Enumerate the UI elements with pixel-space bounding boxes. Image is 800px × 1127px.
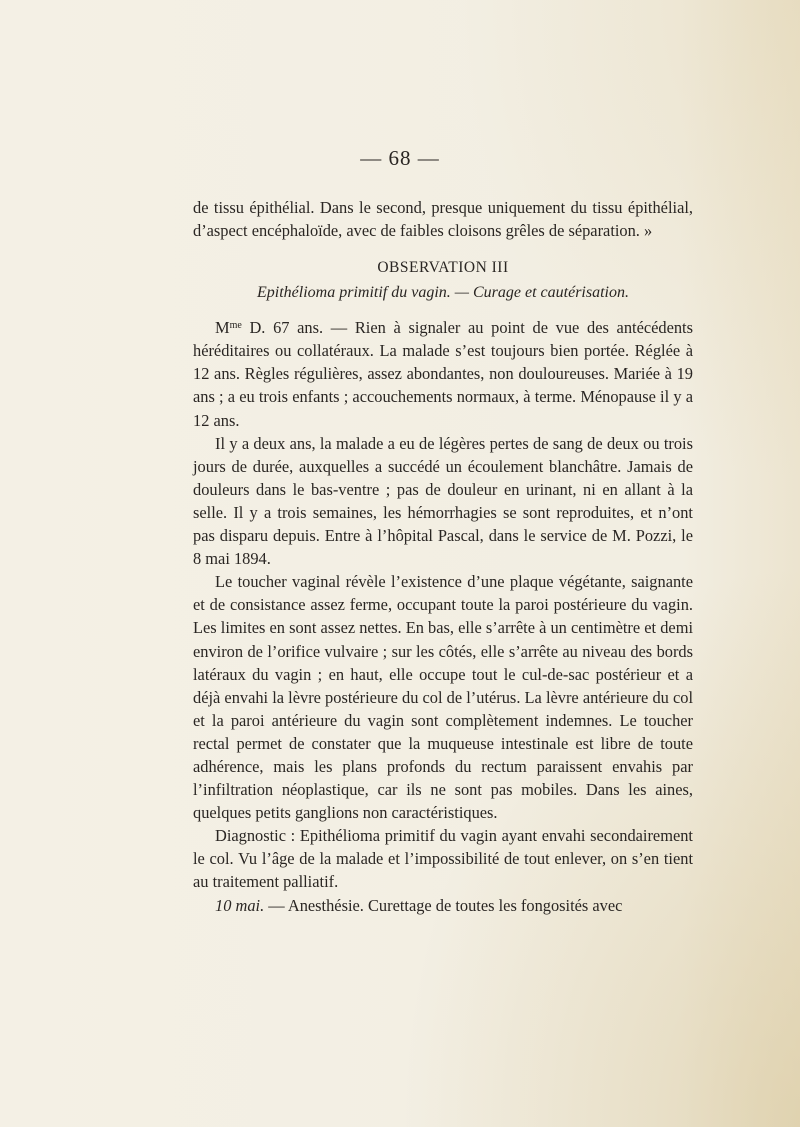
page-number: — 68 — [360, 146, 440, 170]
diagnosis-paragraph: Diagnostic : Epithélioma primitif du vagin ayant envahi secondairement le col. Vu l’âge de la malade et l’impossibilité de tout enlever, on s’en tient au traitement palliatif. [193, 826, 693, 892]
patient-title-prefix: M [215, 318, 230, 338]
treatment-date: 10 mai. [215, 895, 265, 915]
patient-title-sup: me [229, 320, 242, 332]
history-paragraph: Il y a deux ans, la malade a eu de légères pertes de sang de deux ou trois jours de durée, auxquelles a succédé un écoulement blanchâtre. Jamais de douleurs dans le bas-ventre ; pas de douleur en urinant, ni en allant à la selle. Il y a trois semaines, les hémorrhagies se sont reproduites, et n’ont pas disparu depuis. Entre à l’hôpital Pascal, dans le service de M. Pozzi, le 8 mai 1894. [193, 433, 693, 569]
patient-text: D. 67 ans. — Rien à signaler au point de vue des antécédents héréditaires ou collatéraux. La malade s’est toujours bien portée. Réglée à 12 ans. Règles régulières, assez abondantes, non douloureuses. Mariée à 19 ans ; a eu trois enfants ; accouchements normaux, à terme. Ménopause il y a 12 ans. [193, 318, 693, 430]
observation-subtitle: Epithélioma primitif du vagin. — Curage et cautérisation. [257, 284, 629, 302]
body-text [193, 196, 693, 917]
observation-heading: OBSERVATION III [377, 259, 509, 277]
intro-paragraph: de tissu épithélial. Dans le second, presque uniquement du tissu épithélial, d’aspect encéphaloïde, avec de faibles cloisons grêles de séparation. » [193, 198, 693, 241]
patient-paragraph [193, 316, 693, 431]
treatment-text: — Anesthésie. Curettage de toutes les fongosités avec [264, 895, 623, 915]
treatment-paragraph [193, 894, 693, 917]
exam-paragraph: Le toucher vaginal révèle l’existence d’une plaque végétante, saignante et de consistance assez ferme, occupant toute la paroi postérieure du vagin. Les limites en sont assez nettes. En bas, elle s’arrête à un centimètre et demi environ de l’orifice vulvaire ; sur les côtés, elle s’arrête au niveau des bords latéraux du vagin ; en haut, elle occupe tout le cul-de-sac postérieur et a déjà envahi la lèvre postérieure du col de l’utérus. La lèvre antérieure du col et la paroi antérieure du vagin sont complètement indemnes. Le toucher rectal permet de constater que la muqueuse intestinale est libre de toute adhérence, mais les plans profonds du rectum paraissent envahis par l’infiltration néoplastique, car ils ne sont pas mobiles. Dans les aines, quelques petits ganglions non caractéristiques. [193, 572, 693, 823]
